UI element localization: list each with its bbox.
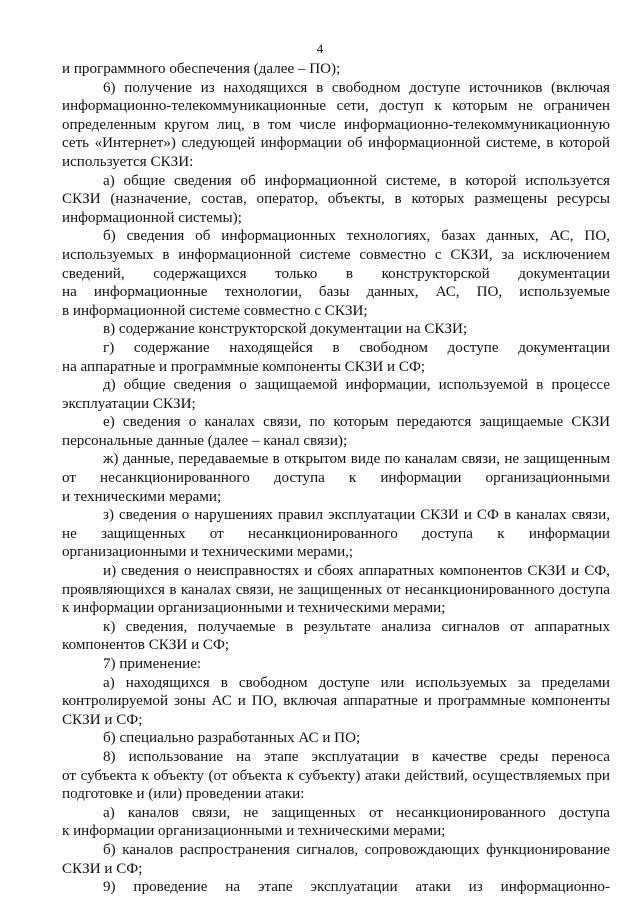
text-line: эксплуатации СКЗИ;	[62, 395, 196, 412]
text-line: СКЗИ и СФ;	[62, 860, 143, 877]
text-line: контролируемой зоны АС и ПО, включая аппаратные и программные компоненты	[62, 693, 610, 710]
text-line: и программного обеспечения (далее – ПО);	[62, 61, 341, 77]
text-line: б) специально разработанных АС и ПО;	[103, 730, 361, 747]
text-line: информационно-телекоммуникационные сети, доступ к которым не ограничен	[62, 98, 610, 115]
text-line: и техническими мерами;	[62, 488, 222, 505]
text-line: к информации организационными и техническими мерами;	[62, 600, 446, 617]
text-line: з) сведения о нарушениях правил эксплуатации СКЗИ и СФ в каналах связи,	[103, 507, 610, 524]
text-line: на информационные технологии, базы данных, АС, ПО, используемые	[62, 284, 610, 301]
text-line: информационной системы);	[62, 209, 242, 226]
text-line: от несанкционированного доступа к информации организационными	[62, 470, 610, 487]
text-line: не защищенных от несанкционированного доступа к информации	[62, 525, 610, 542]
text-line: используется СКЗИ:	[62, 153, 194, 170]
text-line: к информации организационными и техническими мерами;	[62, 823, 446, 840]
document-body	[62, 60, 610, 897]
text-line: компонентов СКЗИ и СФ;	[62, 637, 230, 654]
text-line: сведений, содержащихся только в конструкторской документации	[62, 265, 610, 282]
text-line: СКЗИ (назначение, состав, оператор, объекты, в которых размещены ресурсы	[62, 191, 610, 208]
text-line: используемых в информационной системе совместно с СКЗИ, за исключением	[62, 246, 610, 263]
text-line: проявляющихся в каналах связи, не защищенных от несанкционированного доступа	[62, 581, 610, 598]
text-line: 9) проведение на этапе эксплуатации атаки из информационно-	[103, 879, 610, 896]
text-line: а) общие сведения об информационной системе, в которой используется	[103, 172, 610, 189]
text-line: а) находящихся в свободном доступе или используемых за пределами	[103, 674, 610, 691]
text-line: в) содержание конструкторской документации на СКЗИ;	[103, 321, 468, 338]
text-line: 6) получение из находящихся в свободном доступе источников (включая	[103, 79, 610, 96]
text-line: к) сведения, получаемые в результате анализа сигналов от аппаратных	[103, 618, 610, 635]
text-line: определенным кругом лиц, в том числе информационно-телекоммуникационную	[62, 116, 610, 133]
text-line: е) сведения о каналах связи, по которым передаются защищаемые СКЗИ	[103, 414, 610, 431]
text-line: организационными и техническими мерами,;	[62, 544, 354, 561]
text-line: и) сведения о неисправностях и сбоях аппаратных компонентов СКЗИ и СФ,	[103, 563, 610, 580]
text-line: сеть «Интернет») следующей информации об информационной системе, в которой	[62, 135, 610, 152]
text-line: а) каналов связи, не защищенных от несанкционированного доступа	[103, 804, 610, 821]
text-line: подготовке и (или) проведении атаки:	[62, 786, 305, 803]
text-line: на аппаратные и программные компоненты СКЗИ и СФ;	[62, 358, 426, 375]
text-line: б) сведения об информационных технологиях, базах данных, АС, ПО,	[103, 228, 610, 245]
text-line: 8) использование на этапе эксплуатации в качестве среды переноса	[103, 748, 610, 765]
text-line: персональные данные (далее – канал связи);	[62, 432, 348, 449]
text-line: б) каналов распространения сигналов, сопровождающих функционирование	[103, 841, 610, 858]
text-line: 7) применение:	[103, 656, 202, 672]
text-line: ж) данные, передаваемые в открытом виде по каналам связи, не защищенным	[103, 451, 610, 468]
text-line: СКЗИ и СФ;	[62, 711, 143, 728]
text-line: в информационной системе совместно с СКЗИ;	[62, 302, 368, 319]
text-line: от субъекта к объекту (от объекта к субъекту) атаки действий, осуществляемых при	[62, 767, 610, 784]
text-line: г) содержание находящейся в свободном доступе документации	[103, 339, 610, 356]
page-number: 4	[316, 41, 324, 56]
text-line: д) общие сведения о защищаемой информации, используемой в процессе	[103, 377, 610, 394]
